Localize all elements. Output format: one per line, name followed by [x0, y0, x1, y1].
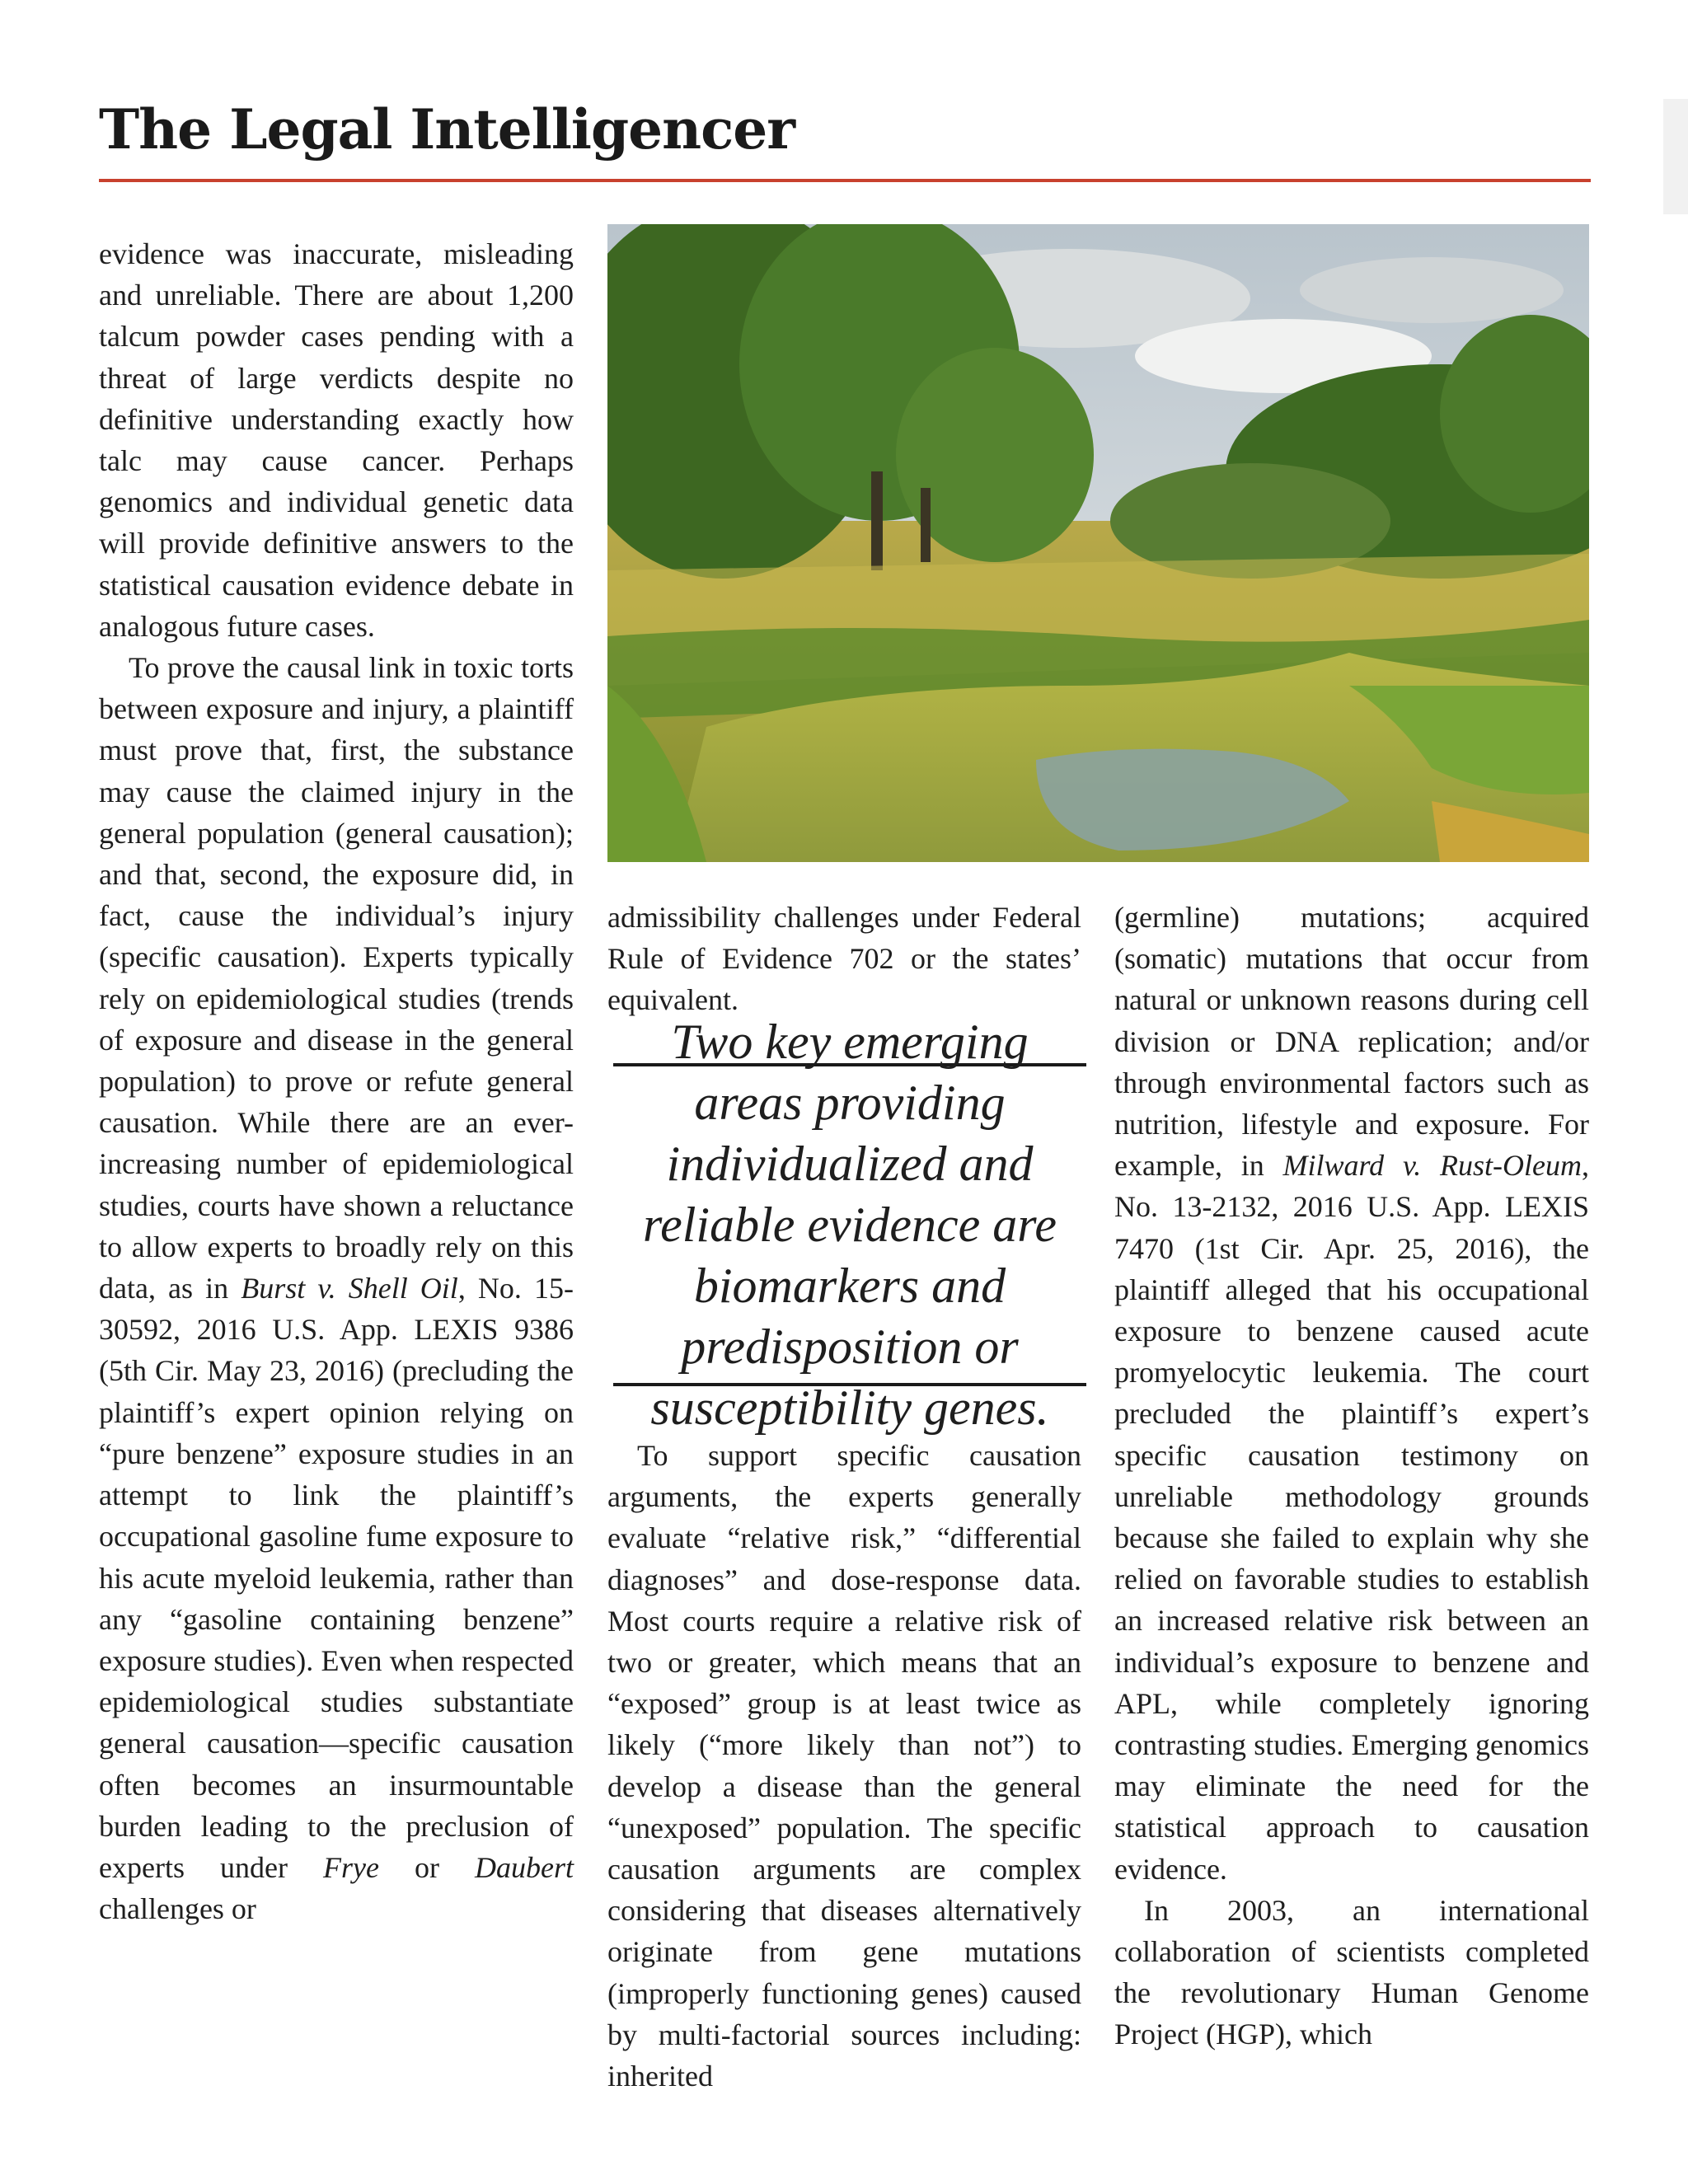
paragraph [1114, 897, 1589, 1890]
wetland-photo-illustration [607, 224, 1589, 862]
pull-quote [613, 1015, 1086, 1435]
page-edge-shadow [1663, 99, 1688, 214]
header-rule [99, 179, 1591, 182]
article-column-2-bottom [607, 1435, 1081, 2097]
paragraph-text: , No. 13-2132, 2016 U.S. App. LEXIS 7470 (1st Cir. Apr. 25, 2016), the plaintiff alleged that his occupational exposure to benzene caused acute promyelocytic leukemia. The court precluded the plaintiff’s expert’s specific causation testimony on unreliable methodology grounds because she failed to explain why she relied on favorable studies to establish an increased relative risk between an individual’s exposure to benzene and APL, while completely ignoring contrasting studies. Emerging genomics may eliminate the need for the statistical approach to causation evidence. [1114, 1149, 1589, 1886]
case-name: Daubert [475, 1850, 574, 1884]
paragraph [99, 647, 574, 1929]
article-column-2-top [607, 897, 1081, 1021]
case-name: Milward v. Rust-Oleum [1282, 1149, 1582, 1183]
paragraph-text: To prove the causal link in toxic torts between exposure and injury, a plaintiff must prove that, first, the substance may cause the claimed injury in the general population (general causation); and that, second, the exposure did, in fact, cause the individual’s injury (specific causation). Experts typically rely on epidemiological studies (trends of exposure and disease in the general population) to prove or refute general causation. While there are an ever-increasing number of epidemiological studies, courts have shown a reluctance to allow experts to broadly rely on this data, as in [99, 651, 574, 1305]
pull-quote-text: Two key emerging areas providing individualized and reliable evidence are biomarkers and predisposition or susceptibility genes. [643, 1015, 1057, 1435]
paragraph: To support specific causation arguments, the experts generally evaluate “relative risk,” “differential diagnoses” and dose-response data. Most courts require a relative risk of two or greater, which means that an “exposed” group is at least twice as likely (“more likely than not”) to develop a disease than the general “unexposed” population. The specific causation arguments are complex considering that diseases alternatively originate from gene mutations (improperly functioning genes) caused by multi-factorial sources including: inherited [607, 1439, 1081, 2093]
paragraph: evidence was inaccurate, misleading and unreliable. There are about 1,200 talcum powder cases pending with a threat of large verdicts despite no definitive understanding exactly how talc may cause cancer. Perhaps genomics and individual genetic data will provide definitive answers to the statistical causation evidence debate in analogous future cases. [99, 237, 574, 643]
masthead-logo: The Legal Intelligencer [99, 97, 795, 162]
paragraph-text: challenges or [99, 1892, 256, 1926]
article-column-3 [1114, 897, 1589, 2055]
case-name: Frye [322, 1850, 379, 1884]
paragraph: admissibility challenges under Federal Rule of Evidence 702 or the states’ equivalent. [607, 901, 1081, 1017]
paragraph-text: (germline) mutations; acquired (somatic) mutations that occur from natural or unknown reasons during cell division or DNA replication; and/or through environmental factors such as nutrition, lifestyle and exposure. For example, in [1114, 901, 1589, 1183]
paragraph: In 2003, an international collaboration of scientists completed the revolutionary Human Genome Project (HGP), which [1114, 1893, 1589, 2051]
wetland-photo [607, 224, 1589, 862]
paragraph-text: , No. 15-30592, 2016 U.S. App. LEXIS 9386 (5th Cir. May 23, 2016) (precluding the plaintiff’s expert opinion relying on “pure benzene” exposure studies in an attempt to link the plaintiff’s occupational gasoline fume exposure to his acute myeloid leukemia, rather than any “gasoline containing benzene” exposure studies). Even when respected epidemiological studies substantiate general causation—specific causation often becomes an insurmountable burden leading to the preclusion of experts under [99, 1272, 574, 1884]
article-column-1 [99, 233, 574, 1929]
case-name: Burst v. Shell Oil [241, 1272, 458, 1305]
paragraph-text: or [378, 1850, 475, 1884]
